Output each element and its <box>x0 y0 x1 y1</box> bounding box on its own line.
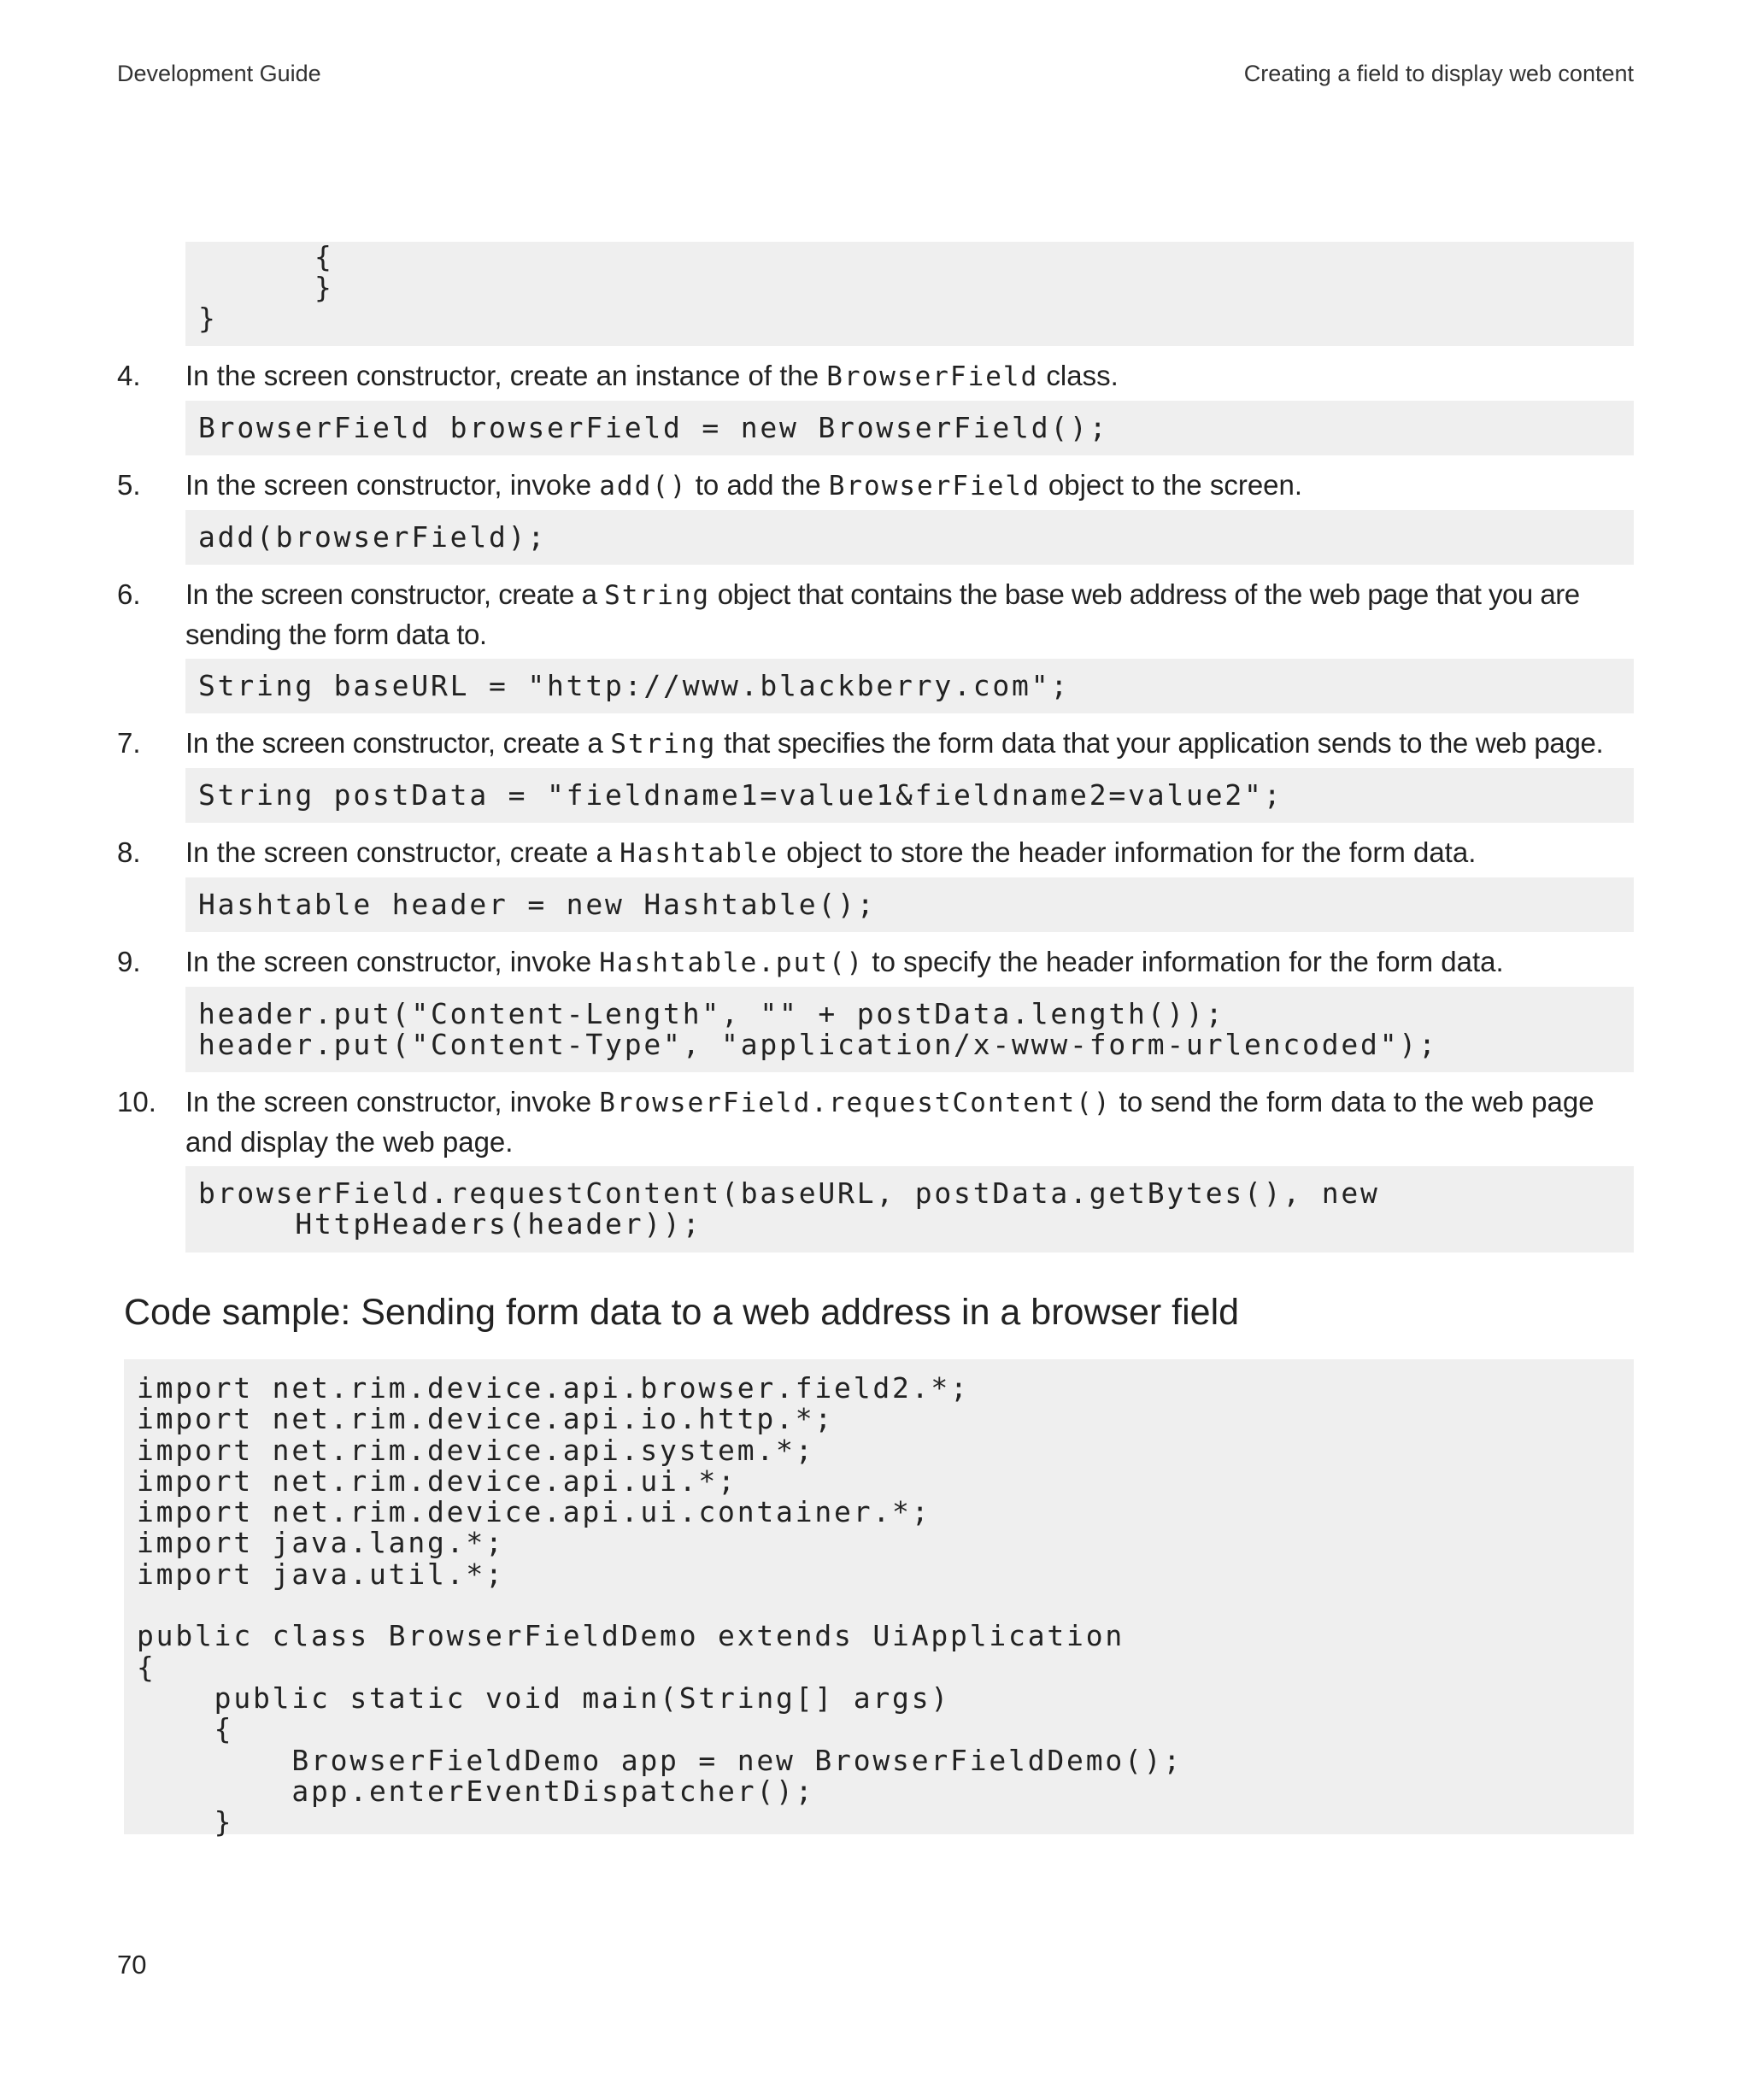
section-heading: Code sample: Sending form data to a web address in a browser field <box>124 1292 1240 1333</box>
step-number: 10. <box>117 1086 156 1117</box>
step-text: In the screen constructor, invoke add() to add the BrowserField object to the screen. <box>185 469 1303 502</box>
step-text: In the screen constructor, create a String that specifies the form data that your application sends to the web page. <box>185 727 1604 760</box>
step-number: 6. <box>117 578 141 610</box>
step-6 <box>117 575 1634 654</box>
code-block-step-7: String postData = "fieldname1=value1&fieldname2=value2"; <box>185 768 1634 823</box>
step-number: 8. <box>117 836 141 868</box>
step-text: In the screen constructor, create a Hashtable object to store the header information for the form data. <box>185 836 1477 869</box>
code-block-step-6: String baseURL = "http://www.blackberry.com"; <box>185 659 1634 713</box>
code-block-step-10: browserField.requestContent(baseURL, postData.getBytes(), new HttpHeaders(header)); <box>185 1166 1634 1252</box>
step-number: 7. <box>117 727 141 759</box>
step-number: 9. <box>117 946 141 977</box>
step-7 <box>117 724 1634 764</box>
step-5 <box>117 466 1634 506</box>
header-left-title: Development Guide <box>117 60 321 86</box>
sample-code-block: import net.rim.device.api.browser.field2.*; import net.rim.device.api.io.http.*; import net.rim.device.api.system.*; import net.rim.device.api.ui.*; import net.rim.device.api.ui.container.*; import java.lang.*; import java.util.*; public class BrowserFieldDemo extends UiApplication { public static void main(String[] args) { BrowserFieldDemo app = new BrowserFieldDemo(); app.enterEventDispatcher(); } <box>124 1359 1634 1834</box>
header-right-title: Creating a field to display web content <box>1243 60 1634 86</box>
page-header <box>117 56 1634 91</box>
code-block-continuation: { } } <box>185 242 1634 346</box>
step-text: In the screen constructor, create an instance of the BrowserField class. <box>185 360 1119 392</box>
step-text: In the screen constructor, invoke BrowserField.requestContent() to send the form data to the web page and display the web page. <box>185 1086 1594 1158</box>
code-block-step-9: header.put("Content-Length", "" + postData.length()); header.put("Content-Type", "application/x-www-form-urlencoded"); <box>185 987 1634 1072</box>
step-number: 5. <box>117 469 141 501</box>
step-text: In the screen constructor, create a String object that contains the base web address of the web page that you are sending the form data to. <box>185 578 1580 650</box>
code-block-step-8: Hashtable header = new Hashtable(); <box>185 877 1634 932</box>
step-10 <box>117 1082 1634 1161</box>
step-4 <box>117 356 1634 396</box>
step-text: In the screen constructor, invoke Hashtable.put() to specify the header information for the form data. <box>185 946 1504 978</box>
step-9 <box>117 942 1634 983</box>
code-block-step-4: BrowserField browserField = new BrowserField(); <box>185 401 1634 455</box>
page-number: 70 <box>117 1950 147 1980</box>
step-number: 4. <box>117 360 141 391</box>
code-block-step-5: add(browserField); <box>185 510 1634 565</box>
step-8 <box>117 833 1634 873</box>
